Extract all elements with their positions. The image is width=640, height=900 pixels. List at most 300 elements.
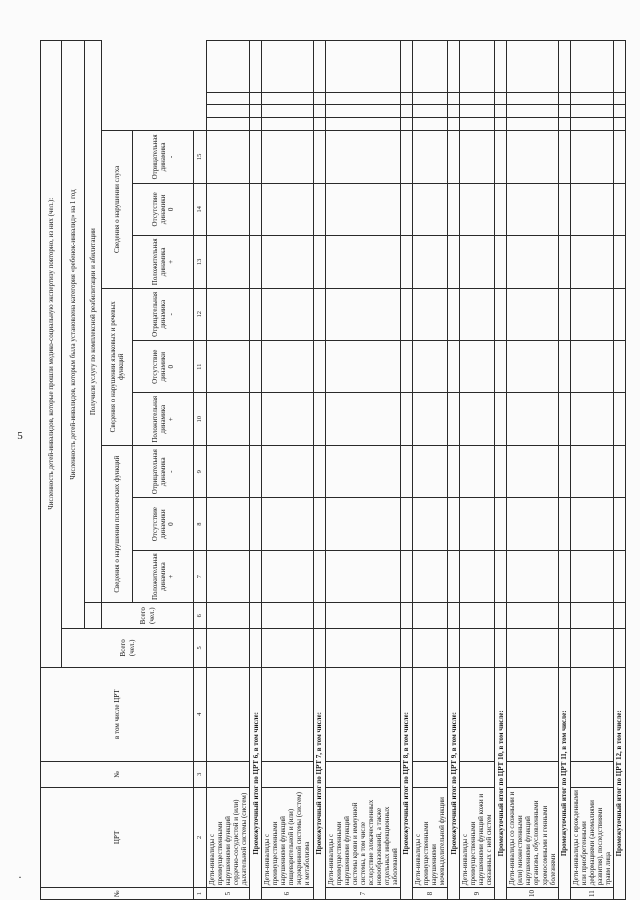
subtotal-row (495, 41, 507, 900)
subtotal-cell (313, 118, 325, 131)
subtotal-cell (558, 41, 570, 93)
col-num: 15 (194, 131, 207, 183)
data-cell (207, 131, 250, 183)
data-cell (325, 105, 400, 118)
subtotal-cell (448, 629, 460, 668)
subtotal-cell (250, 236, 262, 288)
data-cell (207, 92, 250, 105)
col-num: 11 (194, 341, 207, 393)
row-number: 5 (207, 888, 250, 900)
data-cell (325, 183, 400, 235)
data-cell (460, 183, 495, 235)
data-cell (507, 498, 558, 550)
subtotal-cell (250, 550, 262, 602)
col-num: 6 (194, 603, 207, 629)
data-cell (460, 105, 495, 118)
data-cell (412, 341, 447, 393)
data-cell (460, 445, 495, 497)
data-cell (262, 41, 313, 93)
subtotal-cell (495, 288, 507, 340)
subtotal-cell (448, 288, 460, 340)
data-cell (507, 92, 558, 105)
header-total-2: Всего (чел.) (102, 603, 194, 629)
speech-neg: Отрицательная динамика - (133, 288, 194, 340)
data-cell (325, 393, 400, 445)
subtotal-cell (448, 41, 460, 93)
data-cell (412, 629, 447, 668)
subtotal-cell (400, 550, 412, 602)
subtotal-cell (250, 183, 262, 235)
data-cell (325, 550, 400, 602)
data-cell (262, 629, 313, 668)
subtotal-cell (250, 288, 262, 340)
subtotal-cell (448, 341, 460, 393)
subtotal-cell (313, 603, 325, 629)
data-cell (262, 603, 313, 629)
data-cell (570, 393, 613, 445)
subtotal-cell (613, 603, 625, 629)
col-num: 2 (194, 787, 207, 888)
col-num: 3 (194, 761, 207, 787)
data-cell (207, 445, 250, 497)
table-row (460, 41, 495, 900)
table-row (325, 41, 400, 900)
data-cell (570, 131, 613, 183)
subtotal-cell (613, 393, 625, 445)
data-cell (412, 393, 447, 445)
data-cell (412, 118, 447, 131)
data-cell (460, 550, 495, 602)
subtotal-cell (613, 550, 625, 602)
subtotal-cell (495, 183, 507, 235)
subtotal-cell (250, 445, 262, 497)
data-cell (570, 667, 613, 761)
data-cell (262, 288, 313, 340)
subtotal-cell (313, 393, 325, 445)
data-cell (507, 41, 558, 93)
subtotal-cell (250, 118, 262, 131)
row-description: Дети-инвалиды с преимущественными нарушениями мочевыделительной функции (412, 787, 447, 888)
data-cell (507, 761, 558, 787)
data-cell (412, 288, 447, 340)
subtotal-label: Промежуточный итог по ЦРТ 10, в том числе: (495, 667, 507, 899)
subtotal-cell (613, 105, 625, 118)
data-cell (460, 92, 495, 105)
data-cell (325, 131, 400, 183)
subtotal-cell (448, 498, 460, 550)
subtotal-label: Промежуточный итог по ЦРТ 6, в том числе: (250, 667, 262, 899)
subtotal-cell (313, 445, 325, 497)
data-cell (460, 393, 495, 445)
subtotal-label: Промежуточный итог по ЦРТ 12, в том числе: (613, 667, 625, 899)
data-cell (262, 118, 313, 131)
subtotal-cell (400, 183, 412, 235)
data-cell (207, 550, 250, 602)
subtotal-cell (250, 629, 262, 668)
row-description: Дети-инвалиды с преимущественными нарушениями функций пищеварительной и (или) эндокринной системы (систем) и метаболизма (262, 787, 313, 888)
data-cell (570, 498, 613, 550)
table-row (507, 41, 558, 900)
data-cell (262, 667, 313, 761)
data-cell (325, 761, 400, 787)
data-cell (507, 236, 558, 288)
data-cell (262, 498, 313, 550)
col-num: 12 (194, 288, 207, 340)
subtotal-row (558, 41, 570, 900)
subtotal-cell (313, 105, 325, 118)
col-num: 5 (194, 629, 207, 668)
subtotal-cell (613, 629, 625, 668)
data-cell (207, 761, 250, 787)
subtotal-cell (613, 341, 625, 393)
subtotal-cell (400, 41, 412, 93)
row-number: 10 (507, 888, 558, 900)
data-cell (460, 341, 495, 393)
data-cell (570, 183, 613, 235)
header-no2: № (41, 761, 194, 787)
data-cell (412, 131, 447, 183)
data-cell (570, 118, 613, 131)
subtotal-row (448, 41, 460, 900)
data-cell (507, 131, 558, 183)
data-cell (570, 629, 613, 668)
data-cell (412, 92, 447, 105)
subtotal-cell (250, 498, 262, 550)
subtotal-cell (313, 92, 325, 105)
data-cell (412, 445, 447, 497)
data-cell (325, 667, 400, 761)
data-cell (412, 603, 447, 629)
data-cell (412, 550, 447, 602)
data-cell (570, 236, 613, 288)
subtotal-cell (613, 236, 625, 288)
data-cell (207, 629, 250, 668)
subtotal-cell (400, 498, 412, 550)
row-number: 9 (460, 888, 495, 900)
header-category: Численность детей-инвалидов, которым была установлена категория «ребенок-инвалид» на 1 год (62, 41, 85, 629)
data-cell (570, 761, 613, 787)
subtotal-cell (313, 183, 325, 235)
data-cell (325, 603, 400, 629)
row-description: Дети-инвалиды с преимущественными нарушениями функций сердечно-сосудистой и (или) дыхательной системы (систем) (207, 787, 250, 888)
subtotal-cell (400, 629, 412, 668)
data-cell (262, 445, 313, 497)
data-cell (325, 41, 400, 93)
subtotal-cell (495, 603, 507, 629)
subtotal-cell (613, 118, 625, 131)
subtotal-cell (250, 41, 262, 93)
data-cell (507, 393, 558, 445)
data-cell (570, 92, 613, 105)
header-services: Получили услугу по комплексной реабилитации и абилитации (85, 41, 102, 603)
subtotal-cell (495, 41, 507, 93)
subtotal-cell (400, 393, 412, 445)
data-cell (412, 183, 447, 235)
data-cell (262, 105, 313, 118)
subtotal-cell (448, 550, 460, 602)
subtotal-cell (495, 236, 507, 288)
data-cell (262, 92, 313, 105)
col-num: 9 (194, 445, 207, 497)
data-cell (460, 498, 495, 550)
data-cell (325, 629, 400, 668)
subtotal-cell (495, 105, 507, 118)
subtotal-cell (495, 118, 507, 131)
subtotal-cell (400, 92, 412, 105)
subtotal-cell (250, 603, 262, 629)
data-cell (460, 629, 495, 668)
subtotal-cell (448, 131, 460, 183)
subtotal-cell (558, 341, 570, 393)
data-cell (207, 288, 250, 340)
table-row (262, 41, 313, 900)
subtotal-cell (400, 445, 412, 497)
header-expertise: Численность детей-инвалидов, которые прошли медико-социальную экспертизу повторно, из них (чел.): (41, 41, 62, 668)
data-cell (507, 341, 558, 393)
subtotal-cell (495, 445, 507, 497)
subtotal-label: Промежуточный итог по ЦРТ 9, в том числе: (448, 667, 460, 899)
page-number: 5 (17, 430, 23, 442)
subtotal-cell (313, 131, 325, 183)
data-cell (262, 183, 313, 235)
subtotal-row (250, 41, 262, 900)
subtotal-cell (558, 105, 570, 118)
header-no: № (41, 888, 194, 900)
subtotal-cell (448, 183, 460, 235)
subtotal-label: Промежуточный итог по ЦРТ 8, в том числе: (400, 667, 412, 899)
subtotal-cell (558, 183, 570, 235)
row-number: 8 (412, 888, 447, 900)
hearing-pos: Положительная динамика + (133, 236, 194, 288)
report-table (40, 40, 626, 900)
data-cell (207, 603, 250, 629)
data-cell (570, 603, 613, 629)
group-speech: Сведения о нарушении языковых и речевых функций (102, 288, 133, 445)
data-cell (412, 41, 447, 93)
subtotal-cell (313, 550, 325, 602)
data-cell (460, 761, 495, 787)
subtotal-label: Промежуточный итог по ЦРТ 7, в том числе: (313, 667, 325, 899)
col-num: 14 (194, 183, 207, 235)
subtotal-cell (613, 92, 625, 105)
subtotal-cell (558, 131, 570, 183)
data-cell (460, 131, 495, 183)
data-cell (460, 41, 495, 93)
data-cell (262, 761, 313, 787)
data-cell (570, 288, 613, 340)
row-number: 6 (262, 888, 313, 900)
data-cell (412, 667, 447, 761)
data-cell (507, 105, 558, 118)
data-cell (325, 341, 400, 393)
data-cell (412, 105, 447, 118)
header-incl-tsrt: в том числе ЦРТ (41, 667, 194, 761)
subtotal-cell (400, 118, 412, 131)
subtotal-cell (250, 341, 262, 393)
data-cell (325, 118, 400, 131)
data-cell (262, 236, 313, 288)
subtotal-cell (400, 131, 412, 183)
data-cell (325, 445, 400, 497)
subtotal-cell (558, 288, 570, 340)
data-cell (507, 118, 558, 131)
subtotal-cell (448, 236, 460, 288)
subtotal-cell (448, 118, 460, 131)
hearing-neg: Отрицательная динамика - (133, 131, 194, 183)
data-cell (207, 393, 250, 445)
data-cell (507, 629, 558, 668)
subtotal-cell (495, 498, 507, 550)
data-cell (507, 288, 558, 340)
data-cell (207, 341, 250, 393)
row-description: Дети-инвалиды с врожденными или приобретенными деформациями (аномалиями развития), последствиями травм лица (570, 787, 613, 888)
header-tsrt: ЦРТ (41, 787, 194, 888)
subtotal-cell (313, 41, 325, 93)
table-row (207, 41, 250, 900)
data-cell (412, 498, 447, 550)
data-cell (325, 236, 400, 288)
data-cell (570, 41, 613, 93)
row-description: Дети-инвалиды с преимущественными нарушениями функций кожи и связанных с ней систем (460, 787, 495, 888)
subtotal-cell (313, 341, 325, 393)
subtotal-cell (558, 629, 570, 668)
data-cell (207, 498, 250, 550)
mental-pos: Положительная динамика + (133, 550, 194, 602)
subtotal-cell (558, 445, 570, 497)
data-cell (412, 761, 447, 787)
row-number: 7 (325, 888, 400, 900)
data-cell (570, 105, 613, 118)
subtotal-cell (250, 92, 262, 105)
subtotal-cell (448, 445, 460, 497)
subtotal-row (313, 41, 325, 900)
data-cell (507, 445, 558, 497)
subtotal-cell (448, 105, 460, 118)
subtotal-cell (313, 629, 325, 668)
col-num: 7 (194, 550, 207, 602)
subtotal-cell (613, 445, 625, 497)
data-cell (325, 92, 400, 105)
data-cell (460, 288, 495, 340)
column-numbers-row (194, 41, 207, 900)
mental-none: Отсутствие динамики 0 (133, 498, 194, 550)
data-cell (460, 603, 495, 629)
subtotal-cell (313, 288, 325, 340)
subtotal-row (613, 41, 625, 900)
subtotal-cell (495, 131, 507, 183)
data-cell (262, 393, 313, 445)
subtotal-cell (400, 236, 412, 288)
subtotal-cell (558, 236, 570, 288)
data-cell (207, 41, 250, 93)
data-cell (460, 667, 495, 761)
data-cell (570, 341, 613, 393)
subtotal-cell (495, 393, 507, 445)
subtotal-cell (558, 603, 570, 629)
col-num: 13 (194, 236, 207, 288)
subtotal-cell (448, 92, 460, 105)
col-num: 4 (194, 667, 207, 761)
data-cell (207, 667, 250, 761)
data-cell (460, 118, 495, 131)
subtotal-cell (400, 105, 412, 118)
subtotal-cell (250, 131, 262, 183)
subtotal-cell (313, 498, 325, 550)
data-cell (262, 131, 313, 183)
subtotal-cell (613, 183, 625, 235)
data-cell (507, 667, 558, 761)
subtotal-cell (558, 498, 570, 550)
subtotal-cell (495, 92, 507, 105)
report-table-sheet (40, 40, 624, 900)
hearing-none: Отсутствие динамики 0 (133, 183, 194, 235)
subtotal-cell (495, 341, 507, 393)
subtotal-cell (613, 41, 625, 93)
data-cell (207, 236, 250, 288)
table-row (412, 41, 447, 900)
header-total: Всего (чел.) (62, 629, 194, 668)
scan-mark: · (18, 870, 22, 884)
speech-none: Отсутствие динамики 0 (133, 341, 194, 393)
mental-neg: Отрицательная динамика - (133, 445, 194, 497)
col-num: 1 (194, 888, 207, 900)
data-cell (325, 498, 400, 550)
data-cell (460, 236, 495, 288)
subtotal-cell (495, 550, 507, 602)
group-mental: Сведения о нарушении психических функций (102, 445, 133, 602)
data-cell (207, 118, 250, 131)
data-cell (325, 288, 400, 340)
subtotal-cell (558, 550, 570, 602)
data-cell (207, 183, 250, 235)
data-cell (507, 183, 558, 235)
subtotal-cell (558, 92, 570, 105)
data-cell (412, 236, 447, 288)
subtotal-cell (558, 118, 570, 131)
subtotal-cell (313, 236, 325, 288)
subtotal-cell (250, 105, 262, 118)
data-cell (262, 550, 313, 602)
subtotal-cell (558, 393, 570, 445)
subtotal-cell (613, 498, 625, 550)
col-num: 8 (194, 498, 207, 550)
subtotal-cell (448, 393, 460, 445)
subtotal-cell (400, 603, 412, 629)
subtotal-cell (400, 288, 412, 340)
subtotal-cell (613, 288, 625, 340)
subtotal-cell (400, 341, 412, 393)
subtotal-cell (448, 603, 460, 629)
data-cell (262, 341, 313, 393)
subtotal-cell (495, 629, 507, 668)
table-row (570, 41, 613, 900)
row-description: Дети-инвалиды с преимущественными нарушениями функций системы крови и иммунной системы, в том числе вследствие злокачественных новообразований, а также отдельных инфекционных заболеваний (325, 787, 400, 888)
subtotal-row (400, 41, 412, 900)
subtotal-label: Промежуточный итог по ЦРТ 11, в том числе: (558, 667, 570, 899)
speech-pos: Положительная динамика + (133, 393, 194, 445)
group-hearing: Сведения о нарушении слуха (102, 131, 133, 288)
subtotal-cell (250, 393, 262, 445)
row-description: Дети-инвалиды со сложными и (или) множественными нарушениями функций организма, обусловленными хромосомными и генными болезнями (507, 787, 558, 888)
data-cell (507, 603, 558, 629)
row-number: 11 (570, 888, 613, 900)
col-num: 10 (194, 393, 207, 445)
data-cell (570, 445, 613, 497)
data-cell (507, 550, 558, 602)
data-cell (207, 105, 250, 118)
data-cell (570, 550, 613, 602)
subtotal-cell (613, 131, 625, 183)
